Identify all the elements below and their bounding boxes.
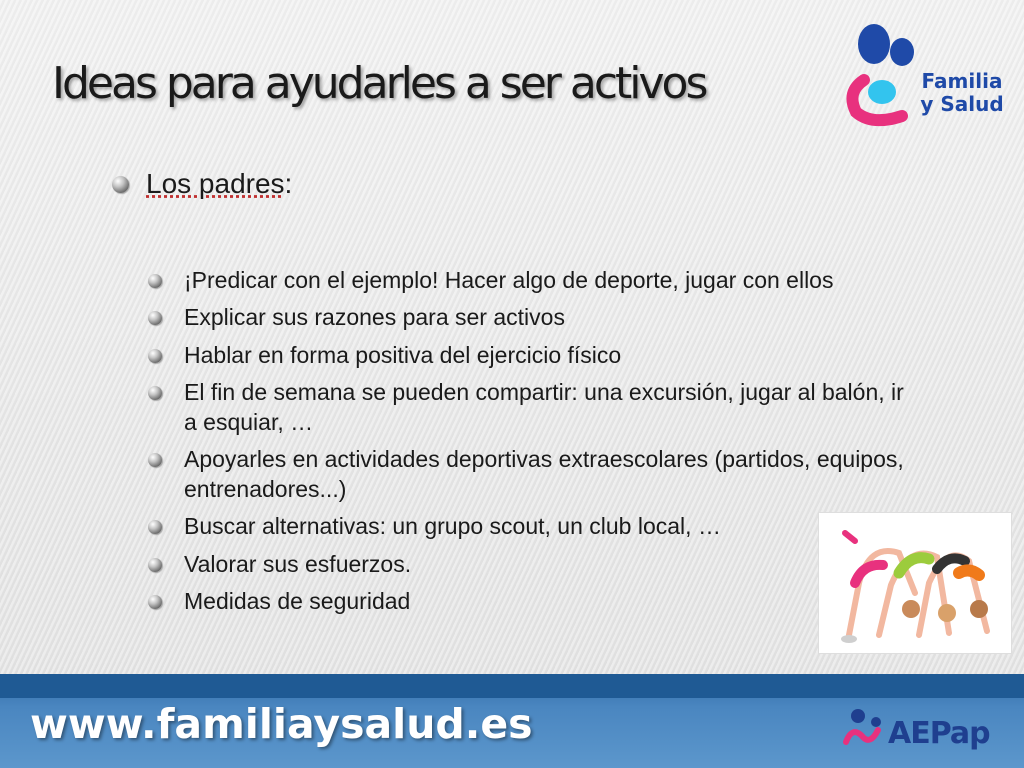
sub-bullet-item — [146, 265, 906, 295]
bullet-orb-icon — [148, 311, 162, 325]
logo-line-y-salud: y Salud — [920, 92, 1004, 116]
sub-bullet-text: Buscar alternativas: un grupo scout, un club local, … — [184, 513, 721, 540]
sub-bullet-text: El fin de semana se pueden compartir: una excursión, jugar al balón, ir a esquiar, … — [184, 378, 904, 435]
bullet-orb-icon — [148, 520, 162, 534]
children-exercise-photo — [818, 512, 1012, 654]
main-bullet-label: Los padres — [146, 168, 285, 199]
bullet-orb-icon — [148, 453, 162, 467]
bullet-orb-icon — [112, 176, 129, 193]
footer-band — [0, 674, 1024, 768]
sub-bullet-item — [146, 302, 906, 332]
children-bridge-pose-icon — [819, 513, 1011, 653]
bullet-orb-icon — [148, 386, 162, 400]
bullet-orb-icon — [148, 558, 162, 572]
footer-website-url: www.familiaysalud.es — [30, 700, 533, 748]
sub-bullet-item — [146, 444, 904, 504]
main-bullet-suffix: : — [284, 168, 293, 199]
logo-line-familia: Familia — [921, 69, 1003, 93]
sub-bullet-item — [146, 377, 904, 437]
sub-bullet-text: Valorar sus esfuerzos. — [184, 550, 412, 577]
bullet-orb-icon — [148, 595, 162, 609]
sub-bullet-item — [146, 511, 906, 541]
sub-bullet-text: Medidas de seguridad — [184, 588, 411, 615]
familia-y-salud-logo-text — [912, 70, 1012, 116]
bullet-orb-icon — [148, 349, 162, 363]
slide-title: Ideas para ayudarles a ser activos — [52, 58, 706, 109]
sub-bullet-text: Apoyarles en actividades deportivas extraescolares (partidos, equipos, entrenadores...) — [184, 446, 904, 503]
sub-bullet-text: Hablar en forma positiva del ejercicio físico — [184, 341, 622, 368]
sub-bullet-list — [146, 265, 906, 623]
aepap-logo — [840, 702, 1016, 764]
familia-y-salud-logo — [842, 22, 1014, 130]
sub-bullet-text: ¡Predicar con el ejemplo! Hacer algo de deporte, jugar con ellos — [184, 267, 834, 293]
bullet-orb-icon — [148, 274, 162, 288]
sub-bullet-item — [146, 549, 906, 579]
main-bullet-list — [108, 168, 292, 200]
sub-bullet-item — [146, 340, 906, 370]
sub-bullet-item — [146, 586, 906, 616]
sub-bullet-text: Explicar sus razones para ser activos — [184, 304, 565, 331]
aepap-logo-text: AEPap — [888, 716, 990, 751]
main-bullet-los-padres — [108, 168, 292, 200]
